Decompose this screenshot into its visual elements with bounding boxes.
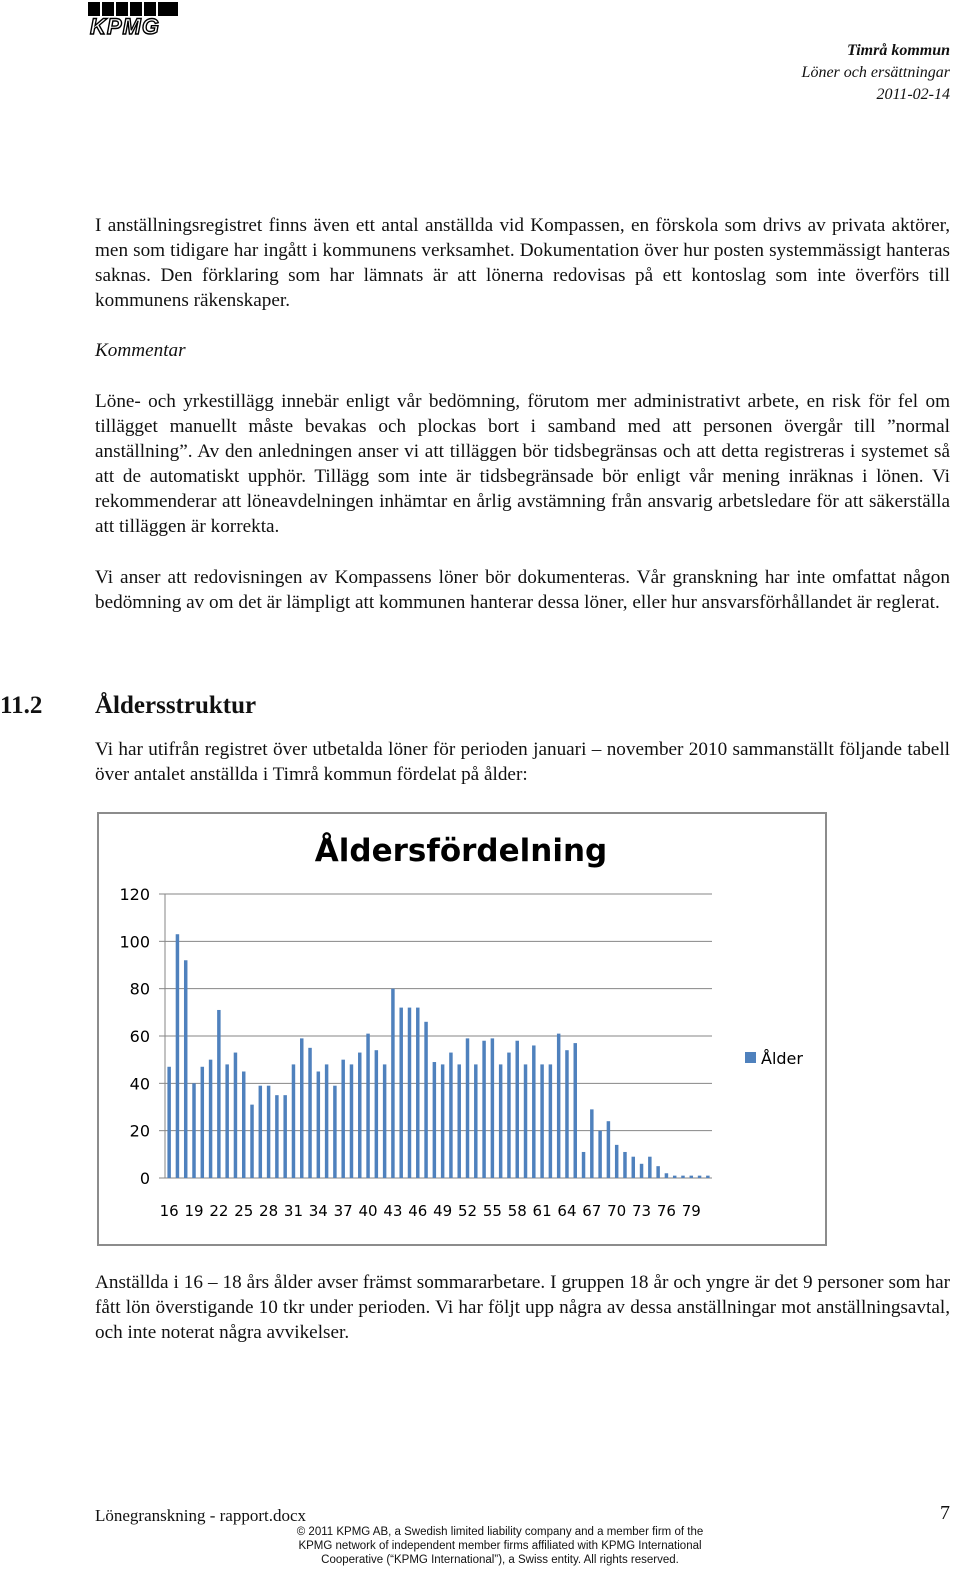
bar bbox=[209, 1060, 212, 1178]
bar bbox=[449, 1053, 452, 1178]
bar bbox=[673, 1176, 676, 1178]
bar bbox=[665, 1173, 668, 1178]
bar bbox=[474, 1064, 477, 1178]
x-tick-label: 55 bbox=[482, 1202, 502, 1220]
bar bbox=[176, 934, 179, 1178]
bar bbox=[557, 1034, 560, 1178]
bar bbox=[300, 1038, 303, 1178]
bar bbox=[259, 1086, 262, 1178]
bar bbox=[358, 1053, 361, 1178]
y-tick-label: 100 bbox=[119, 932, 150, 952]
x-tick-label: 16 bbox=[159, 1202, 179, 1220]
bar bbox=[217, 1010, 220, 1178]
bar bbox=[433, 1062, 436, 1178]
bar bbox=[416, 1008, 419, 1178]
bar bbox=[350, 1064, 353, 1178]
bar bbox=[540, 1064, 543, 1178]
bar bbox=[201, 1067, 204, 1178]
legend-swatch bbox=[745, 1052, 756, 1063]
bar bbox=[681, 1176, 684, 1178]
bar bbox=[656, 1166, 659, 1178]
bar bbox=[648, 1157, 651, 1178]
bar bbox=[325, 1064, 328, 1178]
bar bbox=[333, 1086, 336, 1178]
y-tick-label: 120 bbox=[119, 885, 150, 904]
x-tick-label: 19 bbox=[184, 1202, 204, 1220]
x-tick-label: 79 bbox=[681, 1202, 701, 1220]
bar bbox=[524, 1064, 527, 1178]
bar bbox=[234, 1053, 237, 1178]
x-tick-label: 61 bbox=[532, 1202, 552, 1220]
bar bbox=[391, 989, 394, 1178]
bar bbox=[424, 1022, 427, 1178]
x-tick-label: 43 bbox=[383, 1202, 403, 1220]
bar bbox=[482, 1041, 485, 1178]
bar bbox=[515, 1041, 518, 1178]
header-date: 2011-02-14 bbox=[876, 86, 950, 103]
bar bbox=[615, 1145, 618, 1178]
paragraph-intro-table: Vi har utifrån registret över utbetalda löner för perioden januari – november 2010 sammanställt följande tabell över antalet anställda i Timrå kommun fördelat på ålder: bbox=[95, 739, 950, 785]
x-tick-label: 73 bbox=[632, 1202, 652, 1220]
bar bbox=[499, 1064, 502, 1178]
y-tick-label: 60 bbox=[129, 1027, 150, 1046]
y-tick-label: 80 bbox=[129, 979, 150, 999]
paragraph-summer-workers: Anställda i 16 – 18 års ålder avser främst sommararbetare. I gruppen 18 år och yngre är det 9 personer som har fått lön överstigande 10 tkr under perioden. Vi har följt upp några av dessa anställningar mot anställningsavtal, och inte noterat några avvikelser. bbox=[95, 1272, 950, 1343]
x-tick-label: 25 bbox=[234, 1202, 254, 1220]
bar bbox=[267, 1086, 270, 1178]
bar bbox=[308, 1048, 311, 1178]
bar bbox=[607, 1121, 610, 1178]
x-tick-label: 49 bbox=[433, 1202, 453, 1220]
bar bbox=[640, 1164, 643, 1178]
bar bbox=[441, 1064, 444, 1178]
bar bbox=[690, 1176, 693, 1178]
x-tick-label: 34 bbox=[308, 1202, 328, 1220]
x-tick-label: 58 bbox=[507, 1202, 527, 1220]
x-tick-label: 46 bbox=[408, 1202, 428, 1220]
section-title: Åldersstruktur bbox=[95, 692, 257, 719]
bar bbox=[341, 1060, 344, 1178]
bar bbox=[532, 1045, 535, 1178]
bar bbox=[706, 1176, 709, 1178]
bar bbox=[250, 1105, 253, 1178]
bar bbox=[565, 1050, 568, 1178]
y-tick-label: 20 bbox=[129, 1121, 150, 1141]
bar bbox=[192, 1083, 195, 1178]
bar bbox=[375, 1050, 378, 1178]
bar bbox=[582, 1152, 585, 1178]
bar bbox=[383, 1064, 386, 1178]
paragraph-tillagg: Löne- och yrkestillägg innebär enligt vår bedömning, förutom mer administrativt arbete, en risk för fel om tillägget manuellt måste bevakas och plockas bort i samband med att personen övergår till ”normal anställning”. Av den anledningen anser vi att tilläggen bör tidsbegränsas och att detta registreras i systemet så att de automatiskt upphör. Tillägg som inte är tidsbegränsade bör enligt vår mening inräknas i lönen. Vi rekommenderar att löneavdelningen inhämtar en årlig avstämning från ansvarig arbetsledare för att säkerställa att tilläggen är korrekta. bbox=[95, 391, 950, 537]
chart-title: Åldersfördelning bbox=[314, 833, 608, 869]
bar bbox=[366, 1034, 369, 1178]
x-tick-label: 40 bbox=[358, 1202, 378, 1220]
bar bbox=[399, 1008, 402, 1178]
bar bbox=[507, 1053, 510, 1178]
bar bbox=[242, 1072, 245, 1179]
x-tick-label: 67 bbox=[582, 1202, 602, 1220]
bar bbox=[598, 1131, 601, 1178]
paragraph-kompassen: I anställningsregistret finns även ett antal anställda vid Kompassen, en förskola som drivs av privata aktörer, men som tidigare har ingått i kommunens verksamhet. Dokumentation över hur posten systemmässigt hanteras saknas. Den förklaring som har lämnats är att lönerna redovisas på ett kontoslag som inte överförs till kommunens räkenskaper. bbox=[95, 215, 950, 311]
x-tick-label: 64 bbox=[557, 1202, 577, 1220]
bar bbox=[632, 1157, 635, 1178]
bar bbox=[184, 960, 187, 1178]
legend-label: Ålder bbox=[761, 1049, 803, 1068]
page-number: 7 bbox=[940, 1502, 950, 1524]
bar bbox=[167, 1067, 170, 1178]
svg-text:KPMG: KPMG bbox=[90, 14, 160, 36]
paragraph-redovisning: Vi anser att redovisningen av Kompassens löner bör dokumenteras. Vår granskning har inte omfattat någon bedömning av om det är lämpligt att kommunen hanterar dessa löner, eller hur ansvarsförhållandet är reglerat. bbox=[95, 567, 950, 613]
x-tick-label: 52 bbox=[457, 1202, 478, 1220]
bar bbox=[457, 1064, 460, 1178]
x-tick-label: 76 bbox=[656, 1202, 676, 1220]
bar bbox=[698, 1176, 701, 1178]
bar bbox=[292, 1064, 295, 1178]
bar bbox=[283, 1095, 286, 1178]
y-tick-label: 40 bbox=[129, 1074, 150, 1094]
chart-canvas bbox=[99, 814, 821, 1240]
bar bbox=[549, 1064, 552, 1178]
age-distribution-chart bbox=[97, 812, 827, 1246]
bar bbox=[317, 1072, 320, 1179]
header-organization: Timrå kommun bbox=[847, 42, 950, 59]
x-tick-label: 28 bbox=[259, 1202, 279, 1220]
section-number: 11.2 bbox=[0, 692, 43, 719]
bar bbox=[491, 1038, 494, 1178]
footer-copyright: © 2011 KPMG AB, a Swedish limited liability company and a member firm of the KPMG network of independent member firms affiliated with KPMG International Cooperative (“KPMG International”), a Swiss entity. All rights reserved. bbox=[296, 1526, 704, 1566]
kpmg-logo bbox=[88, 2, 178, 36]
bar bbox=[225, 1064, 228, 1178]
kommentar-heading: Kommentar bbox=[95, 340, 186, 361]
y-tick-label: 0 bbox=[139, 1169, 150, 1188]
x-tick-label: 70 bbox=[607, 1202, 627, 1220]
bar bbox=[590, 1109, 593, 1178]
bar bbox=[574, 1043, 577, 1178]
bar bbox=[466, 1038, 469, 1178]
bar bbox=[275, 1095, 278, 1178]
footer-document-name: Lönegranskning - rapport.docx bbox=[95, 1506, 307, 1525]
bar bbox=[623, 1152, 626, 1178]
x-tick-label: 31 bbox=[283, 1202, 304, 1220]
bar bbox=[408, 1008, 411, 1178]
header-subject: Löner och ersättningar bbox=[801, 64, 950, 81]
x-tick-label: 37 bbox=[333, 1202, 353, 1220]
x-tick-label: 22 bbox=[209, 1202, 229, 1220]
